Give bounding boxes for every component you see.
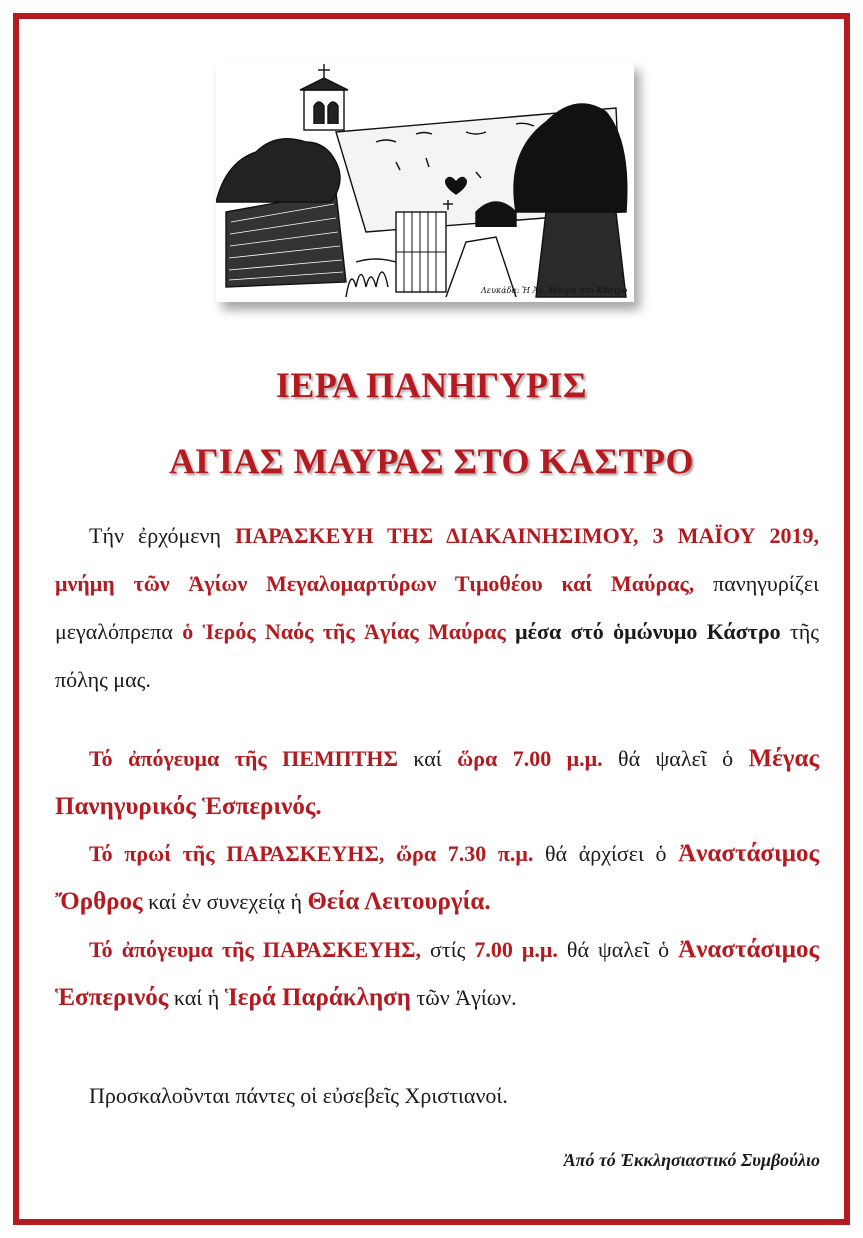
p3-liturgy-highlight: Θεία Λειτουργία. [307, 888, 491, 915]
p3-text-b: θά ἀρχίσει ὁ [533, 841, 679, 866]
p2-time-highlight: ὥρα 7.00 μ.μ. [457, 746, 603, 771]
paragraph-5 [55, 1072, 819, 1120]
p1-church-highlight: ὁ Ἱερός Ναός τῆς Ἁγίας Μαύρας [182, 619, 506, 644]
signature: Ἀπό τό Ἐκκλησιαστικό Συμβούλιο [563, 1150, 820, 1170]
p1-text-g: τῆς πόλης μας. [55, 619, 820, 692]
paragraph-2 [55, 735, 819, 831]
p1-text-e [506, 619, 515, 644]
p4-day-highlight: Τό ἀπόγευμα τῆς ΠΑΡΑΣΚΕΥΗΣ, [89, 937, 422, 962]
church-illustration [216, 62, 634, 302]
p4-text-d: θά ψαλεῖ ὁ [557, 937, 679, 962]
paragraph-4 [55, 926, 819, 1022]
title-line-2: ΑΓΙΑΣ ΜΑΥΡΑΣ ΣΤΟ ΚΑΣΤΡΟ [169, 441, 694, 481]
p2-text-b: καί [397, 746, 458, 771]
p1-text-c: πανηγυρίζει μεγαλόπρεπα [55, 571, 819, 644]
church-castle-sketch-icon [216, 62, 634, 302]
p1-date-highlight: ΠΑΡΑΣΚΕΥΗ ΤΗΣ ΔΙΑΚΑΙΝΗΣΙΜΟΥ, 3 ΜΑΪΟΥ 2019, μνήμη τῶν Ἁγίων Μεγαλομαρτύρων Τιμοθέου καί Μαύρας, [55, 523, 819, 596]
p2-day-highlight: Τό ἀπόγευμα τῆς ΠΕΜΠΤΗΣ [89, 746, 398, 771]
p1-castle-highlight: μέσα στό ὁμώνυμο Κάστρο [515, 619, 781, 644]
p4-text-h: τῶν Ἁγίων. [410, 985, 517, 1010]
p3-orthros-highlight: Ἀναστάσιμος Ὄρθρος [55, 840, 819, 915]
p4-vespers-highlight: Ἀναστάσιμος Ἑσπερινός [55, 936, 819, 1011]
p1-text-a: Τήν ἐρχόμενη [89, 523, 236, 548]
p4-paraklisi-highlight: Ἱερά Παράκληση [224, 984, 411, 1011]
p5-invitation: Προσκαλοῦνται πάντες οἱ εὐσεβεῖς Χριστιανοί. [89, 1083, 508, 1108]
title-line-1: ΙΕΡΑ ΠΑΝΗΓΥΡΙΣ [275, 365, 588, 405]
illustration-caption: Λευκάδα: Ἡ Ἁγ. Μαύρα στο Κάστρο [481, 286, 628, 295]
paragraph-1 [55, 512, 819, 704]
p4-text-f: καί ἡ [168, 985, 225, 1010]
p3-text-d: καί ἐν συνεχείᾳ ἡ [142, 889, 308, 914]
paragraph-3 [55, 830, 819, 926]
p2-service-highlight: Μέγας Πανηγυρικός Ἑσπερινός. [55, 745, 820, 820]
p2-text-d: θά ψαλεῖ ὁ [602, 746, 749, 771]
p3-time-highlight: Τό πρωί τῆς ΠΑΡΑΣΚΕΥΗΣ, ὥρα 7.30 π.μ. [89, 841, 534, 866]
p4-time-highlight: 7.00 μ.μ. [474, 937, 558, 962]
p4-text-b: στίς [421, 937, 475, 962]
